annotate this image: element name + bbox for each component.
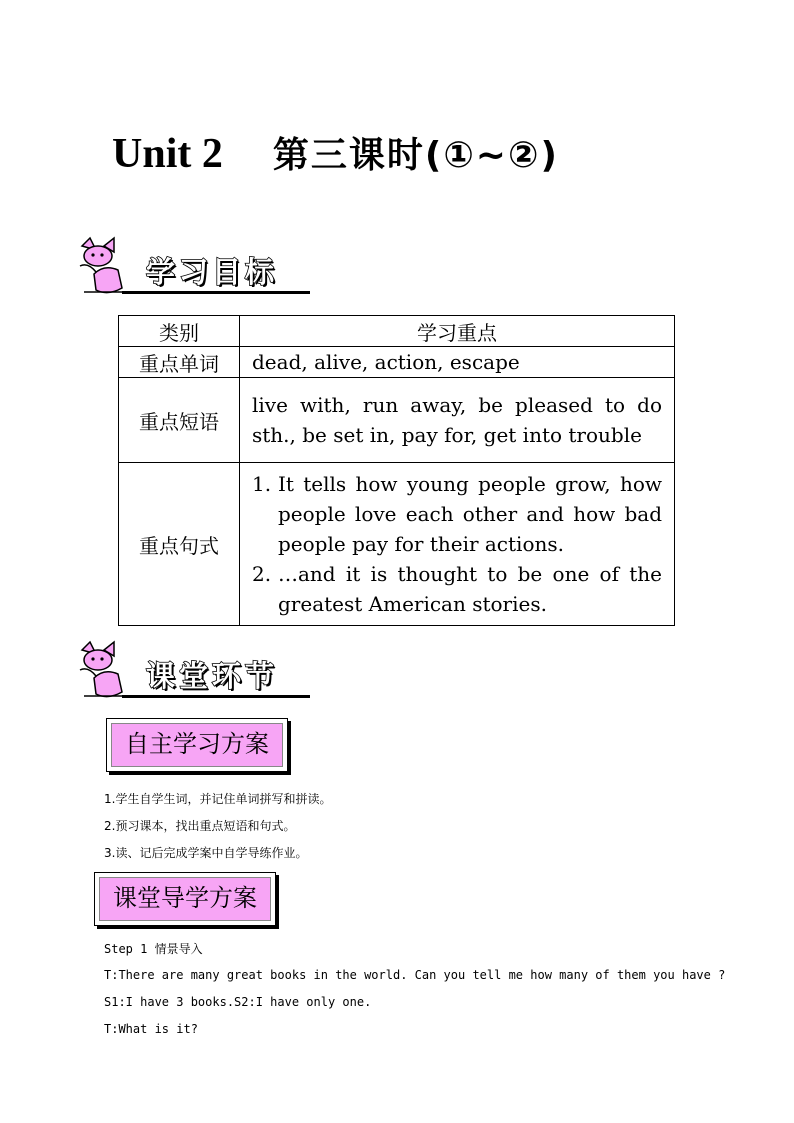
list-item: 2.预习课本，找出重点短语和句式。 (104, 819, 296, 833)
list-item: Step 1 情景导入 (104, 942, 203, 956)
page-title (112, 126, 559, 182)
list-item: 1.学生自学生词，并记住单词拼写和拼读。 (104, 792, 332, 806)
class-guide-box (94, 872, 276, 926)
table-header-focus: 学习重点 (240, 316, 675, 347)
table-header-row (119, 316, 675, 347)
fox-mascot-icon (74, 640, 136, 702)
section-header-class (74, 640, 314, 702)
section-underline (122, 695, 310, 698)
list-item: 2. 2. …and it is thought to be one of the greatest American stories. (278, 559, 662, 619)
row-value: dead, alive, action, escape (240, 347, 675, 378)
section-title: 课堂环节 (146, 659, 279, 693)
table-row (119, 347, 675, 378)
row-category: 重点短语 (119, 378, 240, 463)
fox-mascot-icon (74, 236, 136, 298)
goals-table (118, 315, 675, 626)
list-item: T:What is it? (104, 1022, 198, 1036)
self-study-label: 自主学习方案 (111, 723, 283, 767)
unit-label: Unit 2 (112, 131, 223, 177)
list-item: 1. 1. It tells how young people grow, how people love each other and how bad people pay for their actions. (278, 469, 662, 559)
row-value: live with, run away, be pleased to do sth., be set in, pay for, get into trouble (240, 378, 675, 463)
self-study-box (106, 718, 288, 772)
list-item: 3.读、记后完成学案中自学导练作业。 (104, 846, 308, 860)
section-header-goals (74, 236, 314, 298)
list-item: S1:I have 3 books.S2:I have only one. (104, 995, 372, 1009)
table-row (119, 378, 675, 463)
table-header-category: 类别 (119, 316, 240, 347)
row-category: 重点单词 (119, 347, 240, 378)
row-category: 重点句式 (119, 463, 240, 626)
table-row (119, 463, 675, 626)
lesson-label: 第三课时(①~②) (272, 135, 559, 176)
section-title: 学习目标 (146, 255, 279, 289)
section-underline (122, 291, 310, 294)
class-guide-label: 课堂导学方案 (99, 877, 271, 921)
row-value-list (240, 463, 675, 626)
list-item: T:There are many great books in the world. Can you tell me how many of them you have ? (104, 968, 726, 982)
